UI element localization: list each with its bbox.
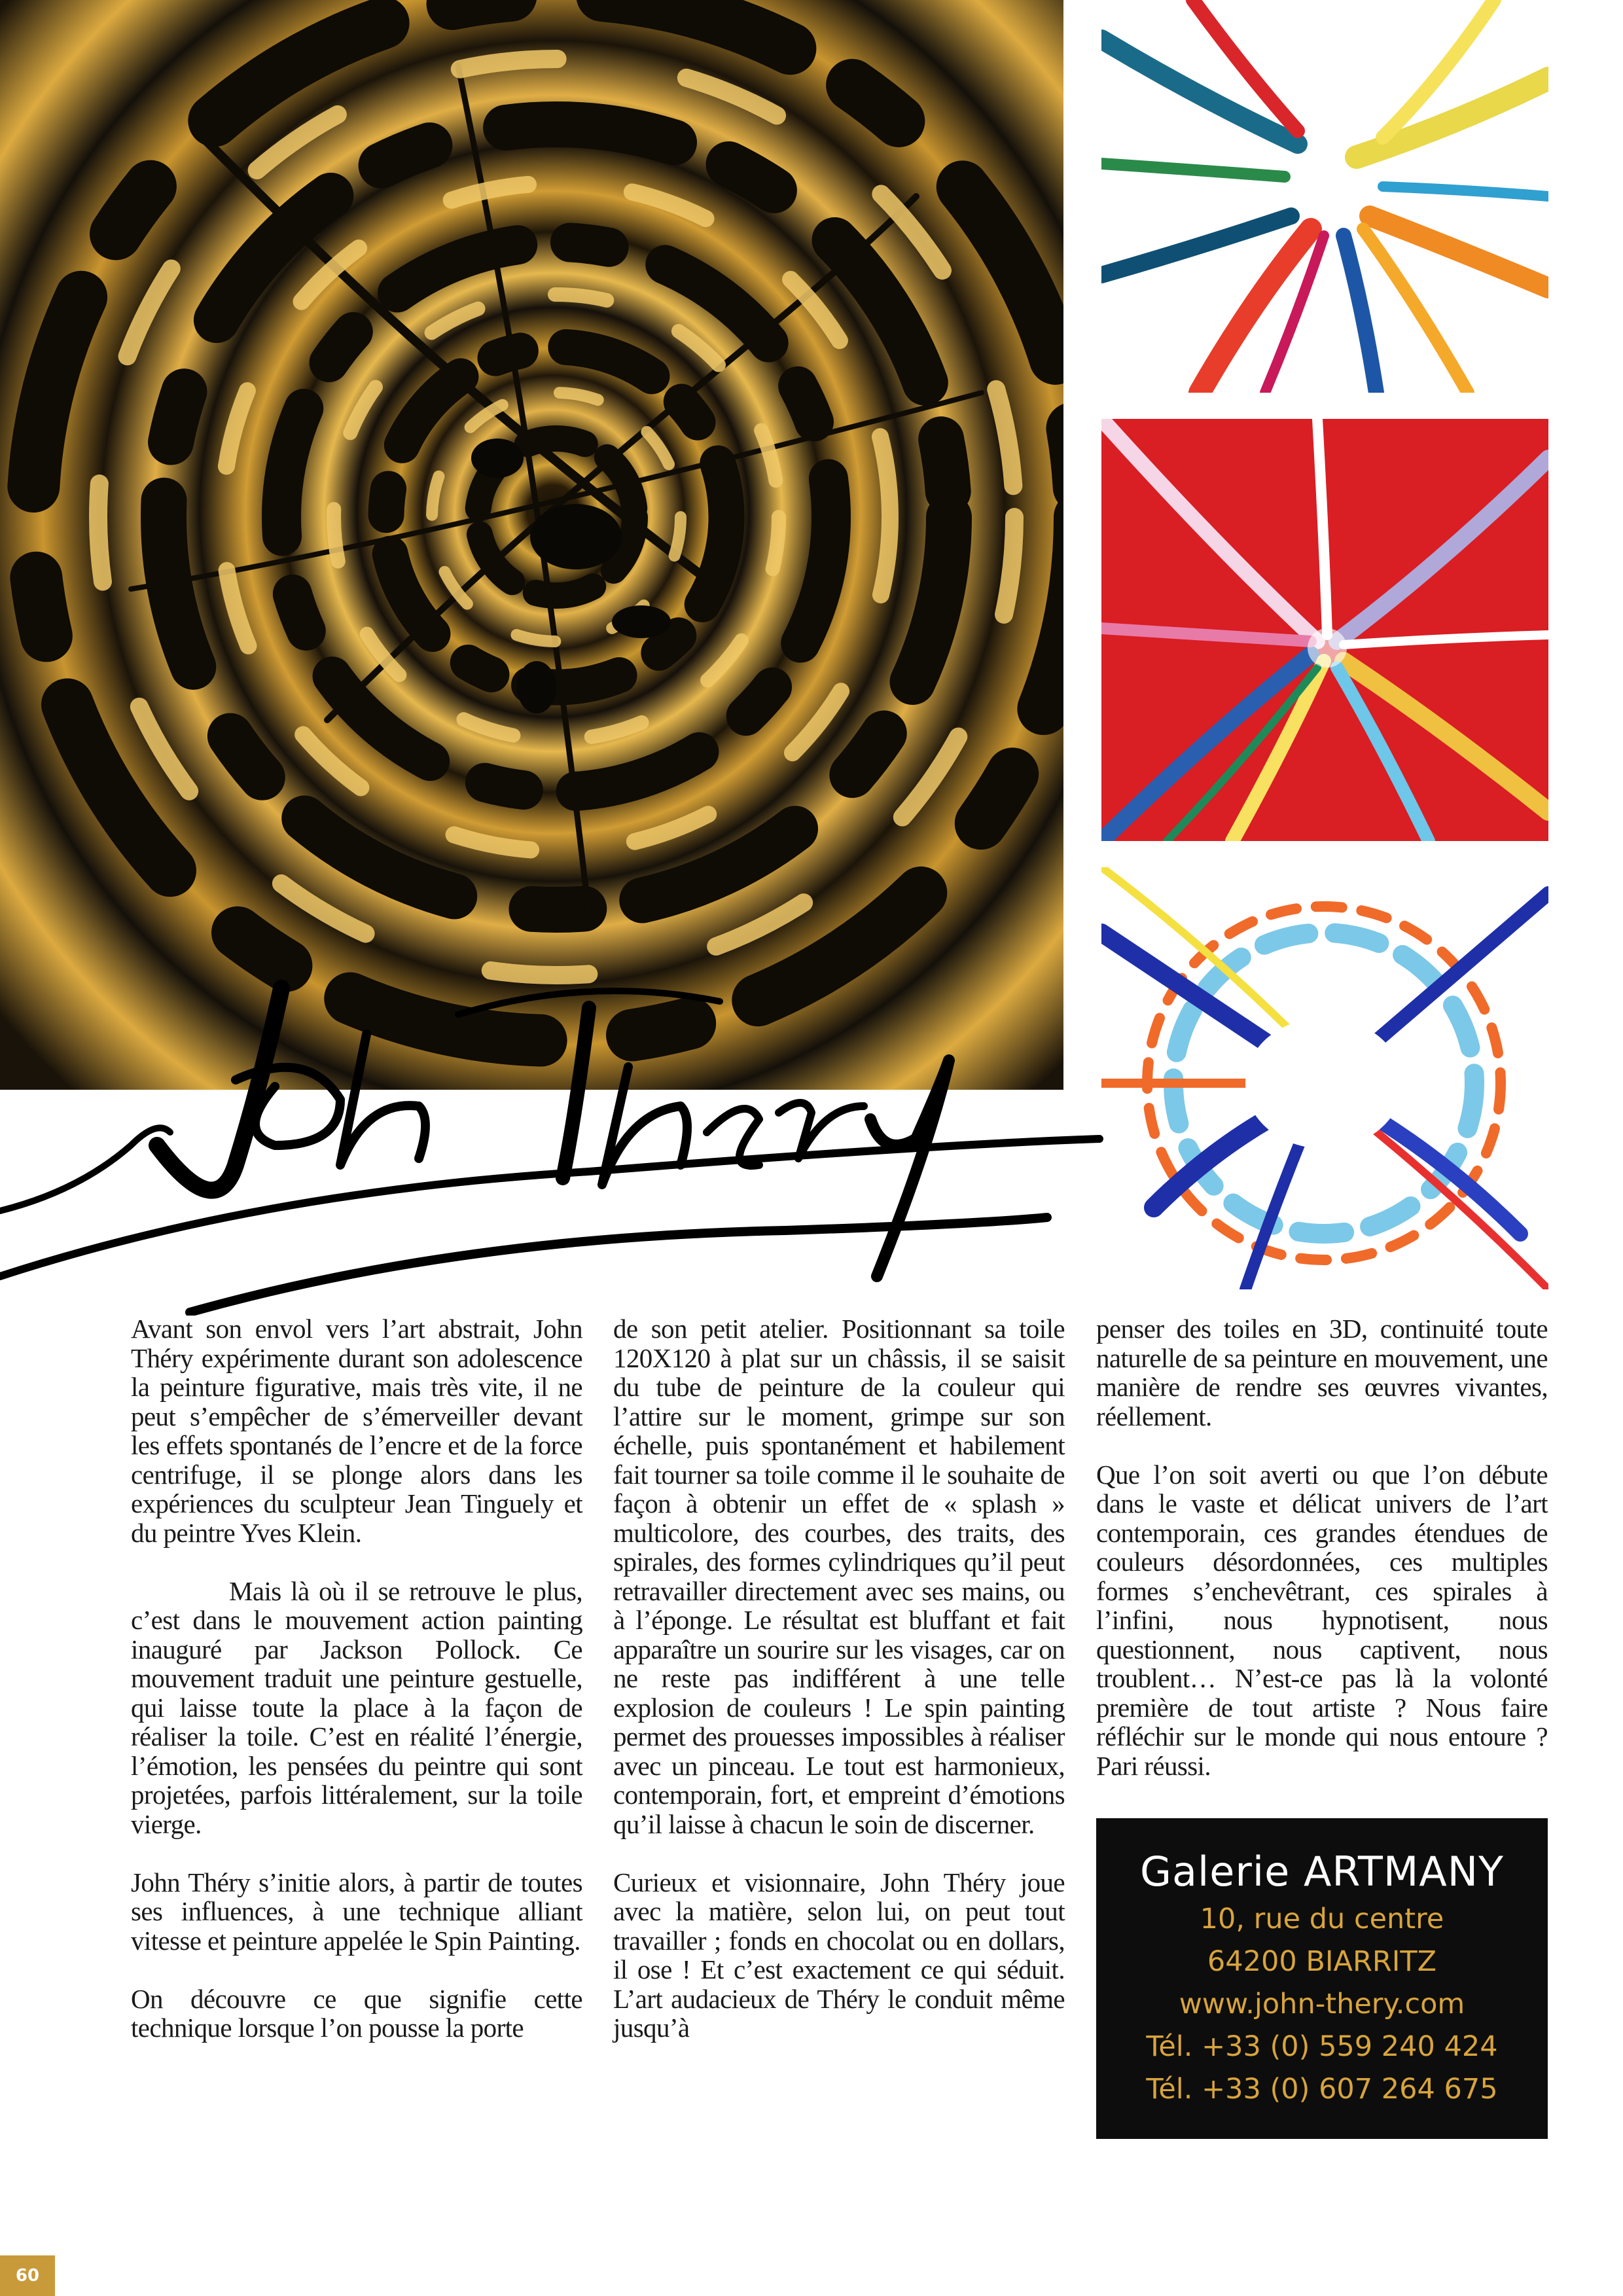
article-paragraph: Avant son envol vers l’art abstrait, John Théry expérimente durant son adolescence la peinture figurative, mais très vite, il ne peut s’empêcher de s’émerveiller devant les effets spontanés de l’encre et de la force centrifuge, il se plonge alors dans les expériences du sculpteur Jean Tinguely et du peintre Yves Klein. [131, 1314, 582, 1548]
article-column-2 [613, 1314, 1065, 2072]
gallery-contact-box [1096, 1818, 1548, 2139]
main-painting-image [0, 0, 1063, 1090]
page-number-badge: 60 [0, 2255, 55, 2296]
article-paragraph: de son petit atelier. Positionnant sa toile 120X120 à plat sur un châssis, il se saisit du tube de peinture de la couleur qui l’attire sur le moment, grimpe sur son échelle, puis spontanément et habilement fait tourner sa toile comme il le souhaite de façon à obtenir un effet de « splash » multicolore, des courbes, des traits, des spirales, des formes cylindriques qu’il peut retravailler directement avec ses mains, ou à l’éponge. Le résultat est bluffant et fait apparaître un sourire sur les visages, car on ne reste pas indifférent à une telle explosion de couleurs ! Le spin painting permet des prouesses impossibles à réaliser avec un pinceau. Le tout est harmonieux, contemporain, fort, et empreint d’émotions qu’il laisse à chacun le soin de discerner. [613, 1314, 1065, 1839]
gallery-city: 64200 BIARRITZ [1207, 1945, 1437, 1978]
article-column-3 [1096, 1314, 1548, 1810]
gallery-phone-1: Tél. +33 (0) 559 240 424 [1146, 2030, 1498, 2063]
article-paragraph: Que l’on soit averti ou que l’on débute dans le vaste et délicat univers de l’art contemporain, ces grandes étendues de couleurs désordonnées, ces multiples formes s’enchevêtrant, ces spirales à l’infini, nous hypnotisent, nous questionnent, nous captivent, nous troublent… N’est-ce pas là la volonté première de tout artiste ? Nous faire réfléchir sur le monde qui nous entoure ? Pari réussi. [1096, 1459, 1548, 1781]
article-paragraph: John Théry s’initie alors, à partir de toutes ses influences, à une technique alliant vitesse et peinture appelée le Spin Painting. [131, 1867, 582, 1956]
article-paragraph: penser des toiles en 3D, continuité toute naturelle de sa peinture en mouvement, une manière de rendre ses œuvres vivantes, réellement. [1096, 1314, 1548, 1431]
article-paragraph: Curieux et visionnaire, John Théry joue avec la matière, selon lui, on peut tout travailler ; fonds en chocolat ou en dollars, il ose ! Et c’est exactement ce qui séduit. L’art audacieux de Théry le conduit même jusqu’à [613, 1867, 1065, 2043]
spin-painting-blue-image [1101, 867, 1548, 1289]
gallery-address: 10, rue du centre [1200, 1903, 1444, 1935]
john-thery-signature-logo [0, 949, 1106, 1316]
gallery-phone-2: Tél. +33 (0) 607 264 675 [1146, 2073, 1498, 2106]
article-paragraph: On découvre ce que signifie cette technique lorsque l’on pousse la porte [131, 1983, 582, 2043]
article-column-1 [131, 1314, 582, 2072]
article-paragraph: Mais là où il se retrouve le plus, c’est dans le mouvement action painting inauguré par Jackson Pollock. Ce mouvement traduit une peinture gestuelle, qui laisse toute la place à la façon de réaliser la toile. C’est en réalité l’énergie, l’émotion, les pensées du peintre qui sont projetées, parfois littéralement, sur la toile vierge. [131, 1575, 582, 1839]
spin-painting-red-image [1101, 419, 1548, 841]
gallery-name: Galerie ARTMANY [1140, 1848, 1504, 1895]
gallery-website-link[interactable]: www.john-thery.com [1179, 1988, 1465, 2020]
spin-painting-white-image [1101, 0, 1548, 393]
